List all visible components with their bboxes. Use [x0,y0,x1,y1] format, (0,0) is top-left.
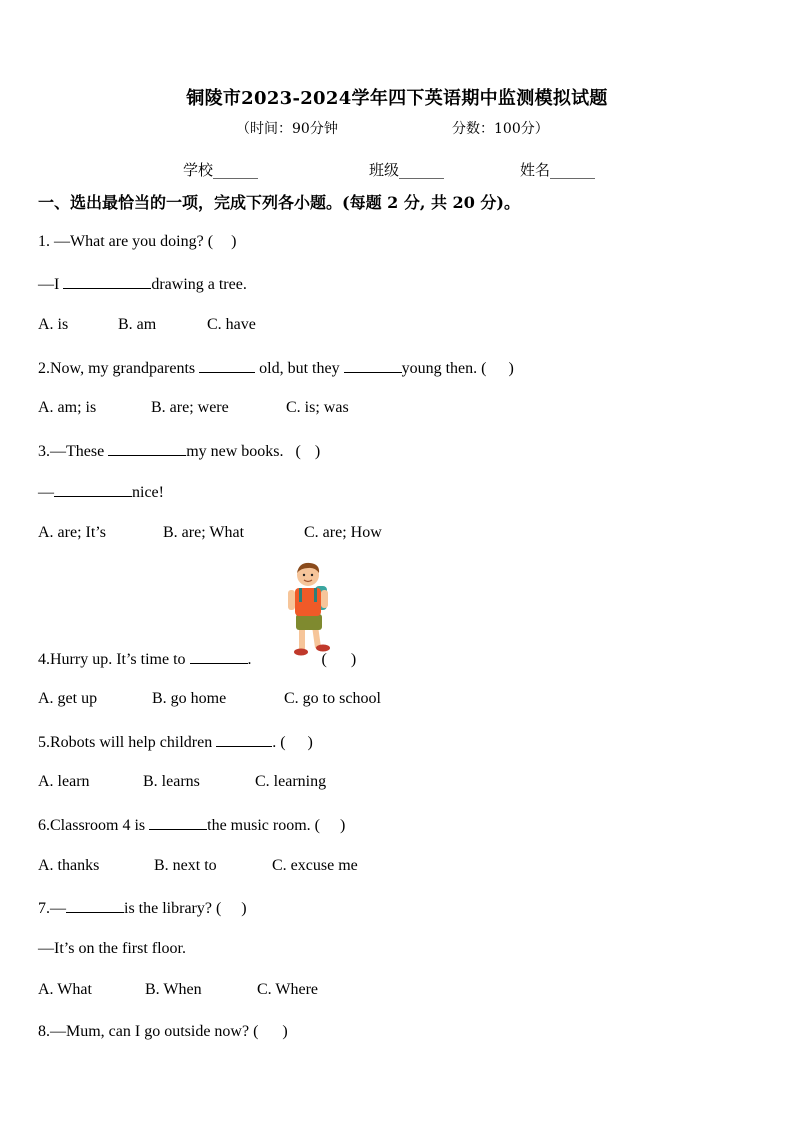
option-b: B. am [118,316,157,333]
paren-close: ) [307,734,313,751]
question-text: young then. ( [401,360,487,377]
eye [303,574,305,576]
question-text: 6.Classroom 4 is [38,817,146,834]
name-blank: ______ [550,161,596,179]
option-c: C. Where [257,981,319,998]
question-1 [38,233,236,251]
answer-blank [63,274,151,289]
question-text: 1. —What are you doing? ( [38,233,214,250]
option-a: A. learn [38,773,90,790]
question-text: —It’s on the first floor. [38,940,186,957]
answer-blank [344,358,402,373]
time-label: （时间：90分钟 [236,121,338,137]
options-2 [38,399,349,417]
paren-close: ) [241,900,247,917]
answer-blank [108,441,186,456]
option-a: A. thanks [38,857,100,874]
option-b: B. are; were [151,399,229,416]
paren-open: ( [295,443,301,460]
class-label: 班级 [369,161,400,179]
option-a: A. get up [38,690,98,707]
question-7 [38,898,247,918]
answer-blank [199,358,255,373]
question-text: 7.— [38,900,66,917]
question-5 [38,732,313,752]
answer-blank [149,815,207,830]
paren-close: ) [314,443,321,460]
question-text: . ( [272,734,286,751]
paren-close: ) [508,360,514,377]
paren-close: ) [231,233,237,250]
class-blank: ______ [399,161,445,179]
right-arm [321,590,328,608]
question-1-line2 [38,274,247,294]
option-b: B. When [145,981,202,998]
question-3 [38,441,320,461]
option-a: A. is [38,316,69,333]
class-field [369,159,444,180]
option-a: A. am; is [38,399,97,416]
question-text: old, but they [259,360,340,377]
question-text: . [247,651,252,668]
school-label: 学校 [183,161,214,179]
answer-blank [54,482,132,497]
paren-close: ) [340,817,346,834]
option-c: C. excuse me [272,857,358,874]
question-2 [38,358,514,378]
option-b: B. next to [154,857,217,874]
paren-open: ( [321,651,327,668]
question-text: the music room. ( [207,817,320,834]
school-blank: ______ [213,161,259,179]
question-text: drawing a tree. [151,276,247,293]
boy-with-backpack-illustration [283,560,338,662]
name-label: 姓名 [520,161,551,179]
options-6 [38,857,358,875]
options-5 [38,773,326,791]
option-c: C. go to school [284,690,381,707]
option-a: A. are; It’s [38,524,106,541]
question-text: 5.Robots will help children [38,734,213,751]
paren-close: ) [350,651,357,668]
option-c: C. learning [255,773,327,790]
option-c: C. is; was [286,399,349,416]
school-field [183,159,258,180]
option-a: A. What [38,981,92,998]
question-text: — [38,484,54,501]
question-4 [38,649,356,669]
backpack-strap [314,588,317,602]
options-4 [38,690,381,708]
section-heading: 一、选出最恰当的一项，完成下列各小题。(每题 2 分, 共 20 分)。 [38,193,520,212]
options-3 [38,524,382,542]
question-text: —I [38,276,60,293]
answer-blank [190,649,248,664]
question-8 [38,1023,288,1041]
question-text: my new books. [186,443,284,460]
options-1 [38,316,256,334]
question-text: 4.Hurry up. It’s time to [38,651,186,668]
option-b: B. go home [152,690,227,707]
score-label: 分数：100分） [452,121,549,137]
page-title: 铜陵市2023-2024学年四下英语期中监测模拟试题 [186,88,608,109]
question-text: 2.Now, my grandparents [38,360,196,377]
question-text: 8.—Mum, can I go outside now? ( [38,1023,259,1040]
answer-blank [216,732,272,747]
shorts [296,614,322,630]
question-text: nice! [132,484,164,501]
option-b: B. are; What [163,524,245,541]
backpack-strap [299,588,302,602]
paren-close: ) [282,1023,288,1040]
question-text: 3.—These [38,443,105,460]
question-3-line2 [38,482,164,502]
eye [311,574,313,576]
question-6 [38,815,345,835]
question-text: is the library? ( [124,900,222,917]
option-c: C. have [207,316,256,333]
options-7 [38,981,318,999]
option-b: B. learns [143,773,200,790]
name-field [520,159,595,180]
left-arm [288,590,295,610]
shirt [295,588,321,616]
option-c: C. are; How [304,524,382,541]
question-7-line2 [38,940,186,958]
answer-blank [66,898,124,913]
